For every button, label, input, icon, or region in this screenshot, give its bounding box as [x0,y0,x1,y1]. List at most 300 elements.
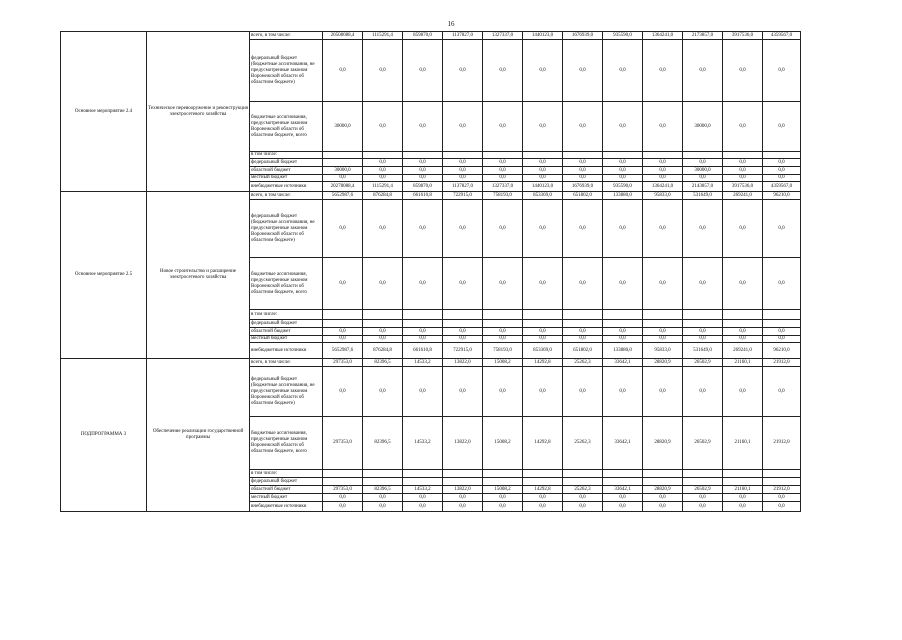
funding-value-cell: 1676939,0 [563,182,603,192]
funding-value-cell: 15008,2 [483,417,523,470]
funding-value-cell: 0,0 [603,167,643,175]
funding-value-cell: 0,0 [483,367,523,417]
funding-value-cell: 0,0 [403,494,443,502]
funding-source-label: федеральный бюджет (бюджетные ассигнования, не предусмотренные законом Воронежской области об областном бюджете) [250,367,323,417]
funding-value-cell: 33642,1 [603,359,643,367]
funding-value-cell: 935590,0 [603,32,643,40]
funding-value-cell [723,478,763,486]
funding-value-cell: 0,0 [723,336,763,343]
funding-value-cell: 0,0 [683,328,723,336]
funding-value-cell: 33642,1 [603,486,643,494]
funding-value-cell [363,478,403,486]
funding-value-cell: 0,0 [523,40,563,102]
funding-value-cell: 0,0 [323,258,363,310]
funding-value-cell [403,310,443,320]
funding-value-cell: 859870,0 [403,182,443,192]
funding-value-cell: 0,0 [763,494,801,502]
funding-value-cell: 21160,1 [723,359,763,367]
funding-value-cell: 0,0 [603,328,643,336]
funding-value-cell [323,478,363,486]
funding-value-cell: 33642,1 [603,417,643,470]
block-category: Основное мероприятие 2.5 [61,192,147,359]
funding-value-cell [443,310,483,320]
funding-value-cell: 0,0 [763,167,801,175]
funding-value-cell: 5652987,6 [323,192,363,200]
funding-value-cell [323,152,363,159]
funding-value-cell: 0,0 [523,336,563,343]
table-row [61,32,801,40]
funding-value-cell [603,478,643,486]
funding-value-cell: 0,0 [483,102,523,152]
funding-value-cell: 0,0 [363,40,403,102]
funding-value-cell: 0,0 [683,494,723,502]
funding-value-cell: 0,0 [403,258,443,310]
funding-value-cell: 0,0 [643,258,683,310]
funding-value-cell: 0,0 [403,102,443,152]
funding-value-cell: 0,0 [523,175,563,182]
funding-value-cell: 0,0 [763,159,801,167]
funding-value-cell [723,320,763,328]
funding-value-cell [563,478,603,486]
funding-value-cell: 0,0 [523,258,563,310]
funding-value-cell: 2173857,0 [683,32,723,40]
funding-value-cell [443,478,483,486]
funding-value-cell: 0,0 [403,159,443,167]
funding-value-cell: 0,0 [643,102,683,152]
funding-value-cell: 0,0 [563,502,603,512]
funding-value-cell: 4359567,0 [763,32,801,40]
funding-value-cell: 0,0 [723,40,763,102]
funding-value-cell [523,470,563,478]
funding-value-cell [563,470,603,478]
funding-value-cell: 0,0 [563,200,603,258]
funding-value-cell: 96210,0 [763,343,801,359]
funding-value-cell: 0,0 [643,328,683,336]
funding-value-cell [483,310,523,320]
funding-value-cell [763,320,801,328]
funding-value-cell: 1327337,0 [483,182,523,192]
funding-value-cell [523,152,563,159]
block-category: ПОДПРОГРАММА 3 [61,359,147,512]
funding-value-cell: 0,0 [643,336,683,343]
funding-value-cell: 0,0 [763,40,801,102]
funding-table-sheet [60,31,800,512]
funding-value-cell: 0,0 [323,328,363,336]
funding-value-cell: 30000,0 [323,102,363,152]
funding-value-cell: 0,0 [323,200,363,258]
funding-value-cell [403,470,443,478]
funding-value-cell [443,470,483,478]
funding-source-label: областной бюджет [250,167,323,175]
funding-value-cell: 25262,3 [563,486,603,494]
funding-value-cell [443,320,483,328]
funding-value-cell: 2143857,0 [683,182,723,192]
block-name: Техническое перевооружение и реконструкция электросетевого хозяйства [147,32,250,192]
funding-value-cell: 0,0 [563,328,603,336]
funding-value-cell: 15008,2 [483,359,523,367]
funding-value-cell: 0,0 [763,336,801,343]
funding-value-cell: 82396,5 [363,486,403,494]
funding-value-cell [763,310,801,320]
block-name: Новое строительство и расширение электросетевого хозяйства [147,192,250,359]
funding-value-cell: 14292,8 [523,417,563,470]
funding-value-cell: 0,0 [723,328,763,336]
funding-value-cell [723,152,763,159]
funding-value-cell: 0,0 [603,258,643,310]
funding-value-cell: 0,0 [323,40,363,102]
funding-value-cell: 26502,9 [683,417,723,470]
funding-source-label: федеральный бюджет [250,478,323,486]
funding-value-cell: 0,0 [363,167,403,175]
funding-source-label: в том числе: [250,470,323,478]
funding-value-cell [563,320,603,328]
funding-value-cell: 25262,3 [563,359,603,367]
funding-value-cell: 0,0 [403,328,443,336]
funding-value-cell: 531649,0 [683,343,723,359]
funding-value-cell [363,320,403,328]
funding-value-cell: 651802,0 [563,192,603,200]
funding-value-cell: 0,0 [603,494,643,502]
funding-value-cell: 0,0 [443,102,483,152]
funding-value-cell: 0,0 [443,494,483,502]
funding-value-cell: 0,0 [363,494,403,502]
funding-value-cell: 1137827,0 [443,182,483,192]
funding-table [60,31,801,512]
funding-value-cell [603,152,643,159]
funding-value-cell: 0,0 [563,40,603,102]
funding-value-cell: 0,0 [403,175,443,182]
funding-value-cell: 0,0 [763,175,801,182]
funding-value-cell: 0,0 [683,502,723,512]
funding-value-cell: 0,0 [643,40,683,102]
funding-value-cell [403,320,443,328]
funding-value-cell: 0,0 [443,502,483,512]
funding-source-label: внебюджетные источники [250,502,323,512]
funding-value-cell: 0,0 [563,494,603,502]
funding-value-cell: 0,0 [523,159,563,167]
funding-value-cell: 0,0 [723,367,763,417]
funding-value-cell: 0,0 [643,502,683,512]
funding-value-cell [563,310,603,320]
funding-value-cell [523,478,563,486]
funding-value-cell: 0,0 [363,102,403,152]
funding-value-cell: 96210,0 [763,192,801,200]
block-name: Обеспечение реализации государственной программы [147,359,250,512]
funding-value-cell: 0,0 [523,502,563,512]
funding-value-cell: 0,0 [563,367,603,417]
funding-value-cell: 859870,0 [403,32,443,40]
funding-value-cell: 21912,0 [763,359,801,367]
funding-value-cell: 0,0 [363,328,403,336]
funding-value-cell: 0,0 [683,40,723,102]
funding-value-cell: 3917536,0 [723,32,763,40]
funding-value-cell: 0,0 [603,502,643,512]
funding-value-cell [763,478,801,486]
funding-value-cell: 0,0 [603,175,643,182]
funding-value-cell: 876284,8 [363,192,403,200]
funding-value-cell: 0,0 [483,494,523,502]
funding-value-cell: 21912,0 [763,417,801,470]
funding-value-cell: 0,0 [643,159,683,167]
funding-value-cell: 13822,0 [443,359,483,367]
funding-value-cell [683,310,723,320]
funding-value-cell [723,310,763,320]
funding-value-cell [403,152,443,159]
funding-value-cell: 0,0 [403,40,443,102]
funding-value-cell: 133880,0 [603,343,643,359]
funding-value-cell: 0,0 [563,102,603,152]
funding-source-label: внебюджетные источники [250,343,323,359]
funding-value-cell: 0,0 [683,175,723,182]
funding-value-cell: 4359567,0 [763,182,801,192]
funding-value-cell: 0,0 [483,336,523,343]
funding-source-label: в том числе: [250,310,323,320]
funding-value-cell: 935590,0 [603,182,643,192]
funding-value-cell: 1327337,0 [483,32,523,40]
funding-value-cell: 0,0 [683,336,723,343]
funding-value-cell [483,152,523,159]
funding-value-cell [643,470,683,478]
funding-value-cell: 297353,0 [323,359,363,367]
funding-value-cell: 0,0 [523,494,563,502]
funding-value-cell: 0,0 [443,200,483,258]
funding-value-cell: 26502,9 [683,486,723,494]
funding-value-cell: 25262,3 [563,417,603,470]
funding-value-cell: 0,0 [363,336,403,343]
funding-value-cell: 14533,2 [403,486,443,494]
funding-value-cell: 0,0 [683,159,723,167]
funding-value-cell: 3917536,0 [723,182,763,192]
funding-value-cell [363,152,403,159]
funding-value-cell: 0,0 [523,102,563,152]
funding-value-cell: 0,0 [483,328,523,336]
funding-value-cell: 20278088,4 [323,182,363,192]
funding-value-cell: 0,0 [443,336,483,343]
funding-value-cell: 0,0 [443,258,483,310]
funding-value-cell: 14292,8 [523,359,563,367]
funding-value-cell: 1115291,4 [363,32,403,40]
funding-source-label: федеральный бюджет [250,159,323,167]
funding-value-cell: 95833,0 [643,192,683,200]
funding-value-cell: 82396,5 [363,359,403,367]
funding-source-label: федеральный бюджет (бюджетные ассигнования, не предусмотренные законом Воронежской области об областном бюджете) [250,200,323,258]
funding-source-label: местный бюджет [250,494,323,502]
funding-value-cell: 0,0 [403,367,443,417]
funding-source-label: бюджетные ассигнования, предусмотренные законом Воронежской области об областном бюджете, всего [250,102,323,152]
funding-value-cell: 853369,0 [523,343,563,359]
funding-value-cell: 0,0 [523,167,563,175]
funding-value-cell: 269241,0 [723,343,763,359]
funding-value-cell: 0,0 [483,40,523,102]
funding-value-cell: 0,0 [723,502,763,512]
funding-value-cell: 20508088,4 [323,32,363,40]
funding-value-cell: 0,0 [563,175,603,182]
funding-value-cell [683,470,723,478]
funding-value-cell: 269241,0 [723,192,763,200]
funding-value-cell: 0,0 [323,367,363,417]
funding-source-label: внебюджетные источники [250,182,323,192]
funding-value-cell: 0,0 [683,367,723,417]
funding-value-cell: 0,0 [723,258,763,310]
funding-value-cell: 13822,0 [443,486,483,494]
funding-value-cell: 0,0 [723,175,763,182]
funding-value-cell: 0,0 [723,167,763,175]
funding-value-cell: 14292,8 [523,486,563,494]
funding-value-cell: 0,0 [483,258,523,310]
funding-value-cell [763,152,801,159]
funding-source-label: местный бюджет [250,336,323,343]
funding-value-cell: 0,0 [603,159,643,167]
funding-value-cell: 133880,0 [603,192,643,200]
funding-value-cell: 0,0 [363,200,403,258]
funding-value-cell [323,159,363,167]
funding-value-cell: 28820,9 [643,486,683,494]
funding-value-cell: 0,0 [643,175,683,182]
table-row [61,359,801,367]
funding-value-cell: 876284,8 [363,343,403,359]
funding-value-cell: 0,0 [523,367,563,417]
funding-value-cell: 30000,0 [683,102,723,152]
funding-value-cell: 0,0 [403,167,443,175]
funding-value-cell: 13822,0 [443,417,483,470]
funding-value-cell: 0,0 [403,200,443,258]
funding-source-label: федеральный бюджет (бюджетные ассигнования, не предусмотренные законом Воронежской области об областном бюджете) [250,40,323,102]
funding-value-cell: 0,0 [483,167,523,175]
funding-value-cell: 0,0 [483,502,523,512]
funding-value-cell: 0,0 [603,40,643,102]
funding-value-cell [603,470,643,478]
funding-value-cell [603,320,643,328]
funding-source-label: всего, в том числе: [250,192,323,200]
funding-value-cell: 0,0 [723,494,763,502]
block-category: Основное мероприятие 2.4 [61,32,147,192]
funding-source-label: бюджетные ассигнования, предусмотренные законом Воронежской области об областном бюджете, всего [250,258,323,310]
funding-value-cell: 0,0 [443,167,483,175]
funding-value-cell: 661610,8 [403,192,443,200]
funding-value-cell [483,470,523,478]
funding-value-cell: 21160,1 [723,417,763,470]
funding-source-label: бюджетные ассигнования, предусмотренные законом Воронежской области об областном бюджете, всего [250,417,323,470]
funding-value-cell [363,470,403,478]
funding-value-cell [523,310,563,320]
funding-value-cell: 0,0 [363,258,403,310]
funding-value-cell: 0,0 [643,367,683,417]
funding-value-cell: 722915,0 [443,192,483,200]
table-row [61,192,801,200]
funding-value-cell: 0,0 [443,40,483,102]
funding-value-cell [323,320,363,328]
funding-value-cell [643,310,683,320]
funding-value-cell: 0,0 [323,336,363,343]
funding-value-cell: 0,0 [323,502,363,512]
funding-value-cell: 0,0 [523,328,563,336]
funding-value-cell [323,310,363,320]
funding-value-cell: 95833,0 [643,343,683,359]
funding-value-cell: 0,0 [763,258,801,310]
funding-value-cell: 0,0 [603,200,643,258]
funding-value-cell: 0,0 [643,494,683,502]
funding-value-cell: 0,0 [763,502,801,512]
funding-value-cell: 853369,0 [523,192,563,200]
funding-value-cell [323,470,363,478]
funding-value-cell: 0,0 [323,494,363,502]
funding-value-cell: 1364241,0 [643,182,683,192]
funding-value-cell [483,478,523,486]
funding-value-cell: 5652987,6 [323,343,363,359]
funding-value-cell [523,320,563,328]
funding-value-cell: 1115291,4 [363,182,403,192]
funding-value-cell: 758193,0 [483,343,523,359]
funding-value-cell: 0,0 [443,159,483,167]
funding-value-cell: 0,0 [523,200,563,258]
funding-value-cell: 21160,1 [723,486,763,494]
funding-value-cell: 14533,2 [403,417,443,470]
funding-value-cell [603,310,643,320]
funding-value-cell: 0,0 [363,502,403,512]
funding-value-cell: 1137827,0 [443,32,483,40]
funding-source-label: в том числе: [250,152,323,159]
funding-value-cell: 0,0 [683,200,723,258]
funding-value-cell: 0,0 [643,200,683,258]
funding-value-cell: 1676939,0 [563,32,603,40]
funding-value-cell: 0,0 [443,175,483,182]
funding-value-cell [683,478,723,486]
funding-value-cell: 0,0 [443,367,483,417]
funding-value-cell: 0,0 [483,175,523,182]
funding-value-cell: 0,0 [763,328,801,336]
funding-source-label: федеральный бюджет [250,320,323,328]
funding-value-cell: 1364241,0 [643,32,683,40]
funding-value-cell [723,470,763,478]
funding-source-label: областной бюджет [250,486,323,494]
funding-value-cell: 0,0 [403,336,443,343]
funding-value-cell [483,320,523,328]
funding-value-cell: 1440123,0 [523,182,563,192]
funding-value-cell: 26502,9 [683,359,723,367]
funding-value-cell [643,478,683,486]
funding-source-label: местный бюджет [250,175,323,182]
funding-value-cell: 0,0 [483,159,523,167]
funding-value-cell: 21912,0 [763,486,801,494]
funding-value-cell: 0,0 [723,159,763,167]
funding-value-cell: 0,0 [363,159,403,167]
funding-value-cell: 1440123,0 [523,32,563,40]
funding-value-cell: 0,0 [763,200,801,258]
funding-value-cell: 0,0 [443,328,483,336]
funding-value-cell: 0,0 [563,258,603,310]
funding-value-cell: 0,0 [563,336,603,343]
funding-value-cell: 0,0 [323,175,363,182]
funding-value-cell: 0,0 [603,102,643,152]
funding-value-cell: 722915,0 [443,343,483,359]
funding-value-cell: 0,0 [603,367,643,417]
funding-value-cell: 0,0 [763,102,801,152]
funding-value-cell: 28820,9 [643,417,683,470]
funding-value-cell [563,152,603,159]
funding-source-label: областной бюджет [250,328,323,336]
funding-value-cell: 297353,0 [323,417,363,470]
funding-value-cell: 0,0 [603,336,643,343]
funding-value-cell: 30000,0 [683,167,723,175]
funding-value-cell [363,310,403,320]
funding-value-cell: 0,0 [363,367,403,417]
funding-value-cell: 0,0 [403,502,443,512]
funding-source-label: всего, в том числе: [250,359,323,367]
funding-value-cell: 0,0 [563,159,603,167]
funding-value-cell: 0,0 [363,175,403,182]
funding-value-cell: 531649,0 [683,192,723,200]
funding-value-cell [643,320,683,328]
